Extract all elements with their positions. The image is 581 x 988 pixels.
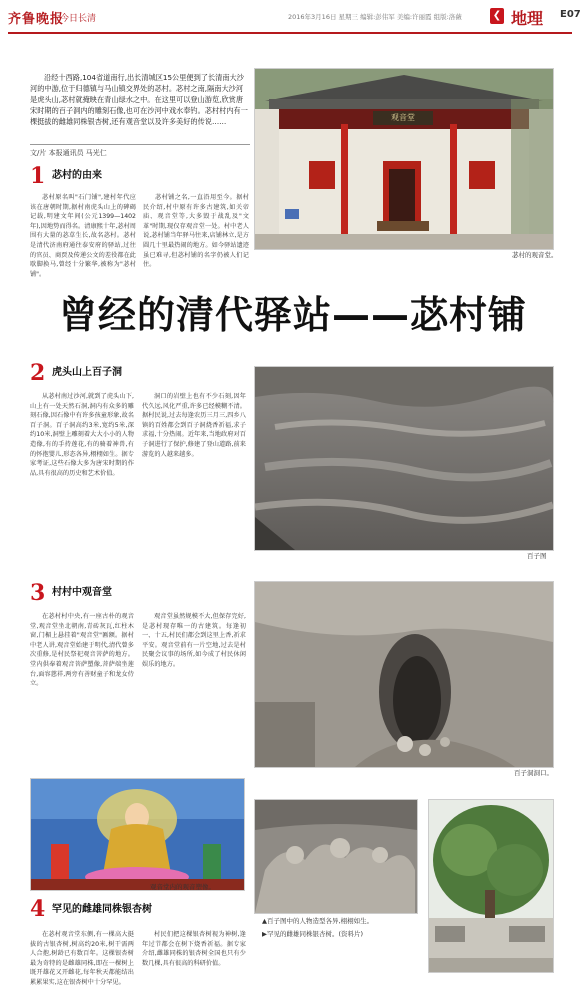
- section-2-column-1: 从苾村南过沙河,就到了虎头山下,山上有一处天然石洞,洞内有众多的雕刻石像,因石像中有许多孩童形象,故名百子洞。百子洞高约3米,宽约5米,深约10米,洞壁上雕刻着大大小小的人物造像,有的手持莲花,有的骑着神兽,有的怀抱婴儿,形态各异,栩栩如生。据专家考证,这些石像大多为唐宋时期的作品,具有很高的历史和艺术价值。: [30, 393, 134, 477]
- section-name: 地理: [511, 9, 544, 28]
- section-3-title: 村村中观音堂: [52, 587, 112, 598]
- photo-4-caption: 观音堂内的观音塑像。: [150, 883, 215, 891]
- lead-paragraph: 沿经十西路,104省道南行,出长清城区15公里便到了长清南大沙河的中游,位于归德镇与马山镇交界处的苾村。苾村之南,隔南大沙河是虎头山,苾村就掩映在青山绿水之中。在这里可以登山游览,欣赏唐宋时期的百子洞内的雕刻石像,也可在沙河中戏水奉钓。苾村村内有一棵挺拔的雌雄同株银杏树,还有观音堂以及许多美好的传说……: [30, 73, 248, 126]
- photo-ginkgo-tree: [428, 799, 554, 973]
- photo-3-caption: 百子洞洞口。: [514, 769, 553, 777]
- photo-2-caption: 百子图: [527, 552, 547, 560]
- photo-carving-figures: [254, 799, 418, 914]
- section-3-column-2: 观音堂虽然规模不大,但保存完好,是苾村现存唯一的古建筑。每逢初一、十五,村民们都会到这里上香,祈求平安。观音堂前有一片空地,过去是村民聚会议事的场所,如今成了村民休闲娱乐的地方。: [142, 613, 246, 668]
- guanyin-hall-illustration: [255, 69, 553, 249]
- photo-cave-entrance: [254, 581, 554, 768]
- rock-carving-illustration: [255, 367, 553, 550]
- section-2-column-2: 洞口的岩壁上也有不少石刻,因年代久远,风化严重,许多已经模糊不清。据村民说,过去每逢农历三月三,四乡八镇的百姓都会到百子洞烧香祈福,求子求福,十分热闹。近年来,当地政府对百子洞进行了保护,修建了登山道路,前来游览的人越来越多。: [142, 393, 246, 458]
- photo-6-caption: ▶罕见的雌雄同株银杏树。(资料片): [262, 930, 364, 938]
- cave-illustration: [255, 582, 553, 767]
- statue-illustration: [31, 779, 244, 890]
- section-4-column-1: 在苾村观音堂东侧,有一棵高大挺拔的古银杏树,树高约20米,树干需两人合抱,树龄已有数百年。这棵银杏树最为奇特的是雌雄同株,即在一棵树上既开雄花又开雌花,每年秋天都能结出累累果实,这在银杏树中十分罕见。: [30, 931, 134, 986]
- photo-hundred-children-carving: [254, 366, 554, 551]
- section-4-title: 罕见的雌雄同株银杏树: [52, 904, 152, 915]
- section-4-column-2: 村民们把这棵银杏树视为神树,逢年过节都会在树下烧香祈福。据专家介绍,雌雄同株的银杏树全国也只有少数几棵,具有很高的科研价值。: [142, 931, 246, 967]
- section-3-number: 3: [30, 580, 46, 606]
- section-1-number: 1: [30, 163, 46, 189]
- page-number: E07: [560, 9, 581, 20]
- dateline: 2016年3月16日 星期三 编辑:彭伟军 美编:许丽霞 组版:洛薇: [288, 13, 462, 21]
- hall-plaque: 观音堂: [391, 113, 415, 122]
- section-1-column-1: 苾村原名叫"石门铺",建村年代应该在唐朝时期,据村南虎头山上的碑碣记载,明建文年间(公元1399—1402年),因地势而得名。清康熙十年,苾村周围有大量的苾草生长,故名苾村。苾村是清代济南府通往泰安府的驿站,过往的官员、商贾及传递公文的差役都在此歇脚换马,曾经十分繁华,被称为"苾村铺"。: [30, 194, 136, 278]
- photo-guanyin-hall: [254, 68, 554, 250]
- photo-5-caption: ▲百子图中的人物造型各异,栩栩如生。: [262, 917, 374, 925]
- photo-guanyin-statue: [30, 778, 245, 891]
- section-4-number: 4: [30, 896, 46, 922]
- newspaper-logo: 齐鲁晚报: [8, 12, 65, 27]
- main-headline: 曾经的清代驿站——苾村铺: [58, 293, 527, 337]
- section-3-column-1: 在苾村村中央,有一座古朴的观音堂,观音堂坐北朝南,青砖灰瓦,红柱木窗,门楣上悬挂着"观音堂"匾额。据村中老人讲,观音堂始建于明代,清代曾多次重修,是村民祭祀观音菩萨的地方。堂内供奉着观音菩萨塑像,菩萨端坐莲台,面容慈祥,两旁有善财童子和龙女侍立。: [30, 613, 134, 688]
- photo-1-caption: 苾村的观音堂。: [512, 251, 558, 259]
- section-label: 今日长清: [60, 14, 97, 24]
- section-2-title: 虎头山上百子洞: [52, 367, 122, 378]
- byline: 文/片 本报通讯员 马光仁: [30, 149, 107, 157]
- section-1-column-2: 苾村铺之名,一直沿用至今。据村民介绍,村中原有许多古建筑,如关帝庙、观音堂等,大多毁于战乱及"文革"时期,现仅存观音堂一处。村中老人说,苾村铺当年驿马往来,店铺林立,是方圆几十里最热闹的地方。如今驿站遗迹虽已难寻,但苾村铺的名字仍被人们记住。: [143, 194, 249, 269]
- carving-figures-illustration: [255, 800, 417, 913]
- masthead: [8, 6, 581, 34]
- ginkgo-tree-illustration: [429, 800, 553, 972]
- divider: [30, 144, 250, 145]
- section-arrow-icon: ❮: [490, 8, 504, 24]
- section-1-title: 苾村的由来: [52, 170, 102, 181]
- section-2-number: 2: [30, 360, 46, 386]
